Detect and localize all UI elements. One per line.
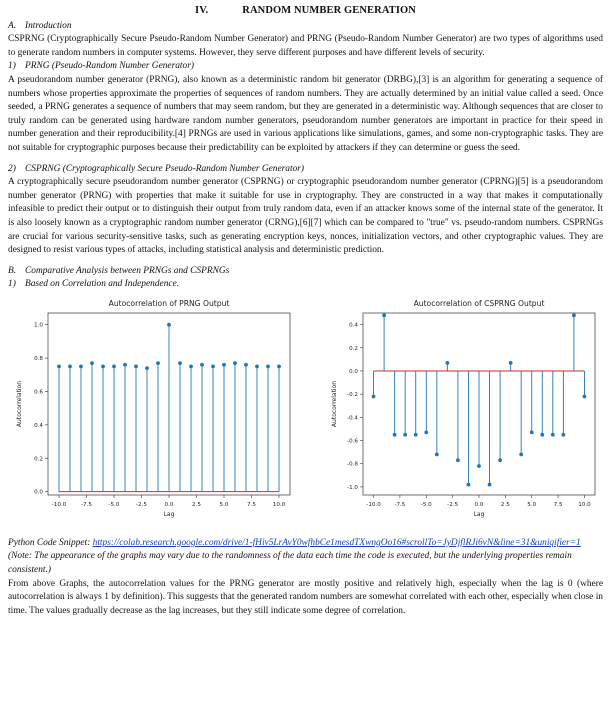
chart0-x-axis-label: Lag	[163, 510, 175, 518]
chart0-stem-marker	[277, 364, 281, 368]
chart0-stem-marker	[156, 361, 160, 365]
chart1-stem-marker	[477, 464, 481, 468]
chart1-x-tick-label: 10.0	[578, 501, 591, 508]
chart1-stem-marker	[382, 313, 386, 317]
chart1-stem-marker	[498, 458, 502, 462]
chart1-x-tick-label: -10.0	[366, 501, 381, 508]
prng-paragraph: A pseudorandom number generator (PRNG), also known as a deterministic random bit generator (DRBG),[3] is an algorithm for generating a sequence of numbers whose properties approximate the properties of sequences of random numbers. They are actually determined by an initial value called a seed. Once seeded, a PRNG generates a sequence of numbers that may seem random, but they are generated in a deterministic way. Although sequences that are closer to truly random can be generated using hardware random number generators, pseudorandom number generators are important in practice for their speed in number generation and their reproducibility.[4] PRNGs are used in various applications like simulations, games, and some non-cryptographic tasks. They are not suitable for cryptographic purposes because their predictability can be exploited by attackers if they can determine or guess the seed.	[8, 74, 603, 153]
chart1-x-tick-label: 2.5	[500, 501, 510, 508]
chart1-y-tick-label: -0.2	[347, 392, 358, 399]
chart1-stem-marker	[488, 483, 492, 487]
chart1-x-tick-label: -5.0	[420, 501, 432, 508]
csprng-heading-label: 2)	[8, 163, 16, 174]
chart0-y-tick-label: 0.0	[34, 489, 43, 496]
correlation-heading-text: Based on Correlation and Independence.	[25, 279, 180, 290]
chart1-title: Autocorrelation of CSPRNG Output	[413, 298, 545, 308]
comparative-heading	[8, 265, 603, 279]
chart1-x-tick-label: 5.0	[527, 501, 537, 508]
chart1-stem-marker	[509, 361, 513, 365]
chart0-x-tick-label: 2.5	[192, 501, 201, 508]
chart1-x-tick-label: -2.5	[447, 501, 459, 508]
chart0-stem-marker	[211, 364, 215, 368]
chart1-stem-marker	[414, 433, 418, 437]
chart1-stem-marker	[467, 483, 471, 487]
chart0-stem-marker	[145, 366, 149, 370]
intro-heading	[8, 20, 603, 34]
section-heading	[8, 4, 603, 18]
csprng-autocorrelation-chart	[323, 295, 603, 531]
chart0-stem-marker	[233, 361, 237, 365]
correlation-heading	[8, 278, 603, 292]
comparative-heading-label: B.	[8, 265, 17, 276]
chart0-y-tick-label: 0.8	[34, 355, 43, 362]
chart1-stem-marker	[561, 433, 565, 437]
paper-page	[8, 4, 603, 618]
intro-heading-text: Introduction	[25, 20, 72, 31]
chart0-x-tick-label: -7.5	[81, 501, 92, 508]
chart1-x-tick-label: 0.0	[474, 501, 484, 508]
chart1-y-tick-label: 0.2	[349, 345, 358, 352]
chart0-stem-marker	[101, 364, 105, 368]
chart0-x-tick-label: 0.0	[164, 501, 174, 508]
chart1-stem-marker	[583, 394, 587, 398]
chart0-stem-marker	[79, 364, 83, 368]
figures-row	[8, 295, 603, 531]
chart0-y-tick-label: 1.0	[34, 322, 43, 329]
chart0-y-tick-label: 0.2	[34, 456, 43, 463]
chart1-y-axis-label: Autocorrelation	[331, 380, 338, 427]
csprng-heading	[8, 163, 603, 177]
chart0-stem-marker	[123, 363, 127, 367]
chart1-x-tick-label: -7.5	[394, 501, 406, 508]
chart1-stem-marker	[393, 433, 397, 437]
section-number: IV.	[195, 5, 209, 16]
intro-paragraph: CSPRNG (Cryptographically Secure Pseudo-Random Number Generator) and PRNG (Pseudo-Random Number Generator) are two types of algorithms used to generate random numbers in computer systems. However, they serve different purposes and have different levels of security.	[8, 34, 603, 58]
chart0-x-tick-label: -2.5	[136, 501, 147, 508]
chart0-stem-marker	[134, 364, 138, 368]
chart0-stem-marker	[244, 363, 248, 367]
correlation-heading-label: 1)	[8, 279, 16, 290]
csprng-heading-text: CSPRNG (Cryptographically Secure Pseudo-Random Number Generator)	[25, 163, 305, 174]
chart0-stem-marker	[68, 364, 72, 368]
graph-note: (Note: The appearance of the graphs may vary due to the randomness of the data each time the code is executed, but the underlying properties remain consistent.)	[8, 551, 572, 576]
conclusion-paragraph: From above Graphs, the autocorrelation values for the PRNG generator are mostly positive and relatively high, especially when the lag is 0 (where autocorrelation is always 1 by definition). This suggests that the generated random numbers are somewhat correlated with each other, especially when close in time. The values gradually decrease as the lag increases, but they still indicate some degree of correlation.	[8, 578, 603, 616]
chart1-stem-marker	[424, 430, 428, 434]
snippet-label: Python Code Snippet:	[8, 537, 91, 548]
prng-heading-label: 1)	[8, 61, 16, 72]
intro-heading-label: A.	[8, 20, 17, 31]
chart0-x-tick-label: 5.0	[219, 501, 229, 508]
chart0-stem-marker	[189, 364, 193, 368]
chart0-stem-marker	[112, 364, 116, 368]
chart1-stem-marker	[519, 452, 523, 456]
chart1-stem-marker	[456, 458, 460, 462]
chart1-stem-marker	[435, 452, 439, 456]
chart0-stem-marker	[200, 363, 204, 367]
chart0-stem-marker	[222, 363, 226, 367]
section-title: RANDOM NUMBER GENERATION	[242, 5, 416, 16]
chart1-stem-marker	[445, 361, 449, 365]
chart1-x-tick-label: 7.5	[553, 501, 563, 508]
chart0-stem-marker	[266, 364, 270, 368]
comparative-heading-text: Comparative Analysis between PRNGs and CSPRNGs	[25, 265, 230, 276]
chart1-y-tick-label: -0.8	[347, 461, 358, 468]
prng-autocorrelation-chart	[8, 295, 298, 531]
chart1-stem-marker	[540, 433, 544, 437]
chart1-stem-marker	[551, 433, 555, 437]
chart1-stem-marker	[530, 430, 534, 434]
chart0-title: Autocorrelation of PRNG Output	[108, 298, 230, 308]
chart1-x-axis-label: Lag	[473, 510, 485, 518]
chart0-y-axis-label: Autocorrelation	[16, 380, 23, 427]
csprng-paragraph: A cryptographically secure pseudorandom number generator (CSPRNG) or cryptographic pseudorandom number generator (CPRNG)[5] is a pseudorandom number generator (PRNG) with properties that make it suitable for use in cryptography. They are constructed in a way that makes it computationally infeasible to predict their output or to distinguish their output from truly random data, even if an attacker knows some of the internal state of the generator. It is also loosely known as a cryptographic random number generator (CRNG),[6][7] which can be compared to "true" vs. pseudo-random numbers. CSPRNGs are crucial for various security-sensitive tasks, such as generating encryption keys, nonces, initialization vectors, and other cryptographic values. They are designed to resist various types of attacks, including statistical analysis and deterministic prediction.	[8, 177, 603, 256]
chart0-stem-marker	[255, 364, 259, 368]
chart1-y-tick-label: 0.0	[349, 368, 358, 375]
chart1-stem-marker	[372, 394, 376, 398]
chart0-y-tick-label: 0.6	[34, 389, 43, 396]
chart0-stem-marker	[57, 364, 61, 368]
chart1-y-tick-label: -0.4	[347, 415, 358, 422]
chart1-stem-marker	[572, 313, 576, 317]
chart1-y-tick-label: 0.4	[349, 322, 358, 329]
chart0-x-tick-label: 10.0	[272, 501, 286, 508]
chart0-y-tick-label: 0.4	[34, 422, 43, 429]
snippet-line	[8, 537, 603, 551]
snippet-link[interactable]: https://colab.research.google.com/drive/1-fHiv5LrAvY0wfhbCe1mesdTXwngOo16#scrollTo=JyDjflRJi6vN&line=31&uniqifier=1	[92, 537, 581, 548]
chart0-stem-marker	[90, 361, 94, 365]
chart0-x-tick-label: -5.0	[108, 501, 120, 508]
chart0-stem-marker	[178, 361, 182, 365]
prng-heading-text: PRNG (Pseudo-Random Number Generator)	[25, 61, 194, 72]
chart0-x-tick-label: 7.5	[247, 501, 256, 508]
chart1-stem-marker	[403, 433, 407, 437]
chart1-y-tick-label: -1.0	[347, 484, 358, 491]
chart0-x-tick-label: -10.0	[51, 501, 67, 508]
prng-heading	[8, 60, 603, 74]
chart0-stem-marker	[167, 323, 171, 327]
chart1-y-tick-label: -0.6	[347, 438, 358, 445]
